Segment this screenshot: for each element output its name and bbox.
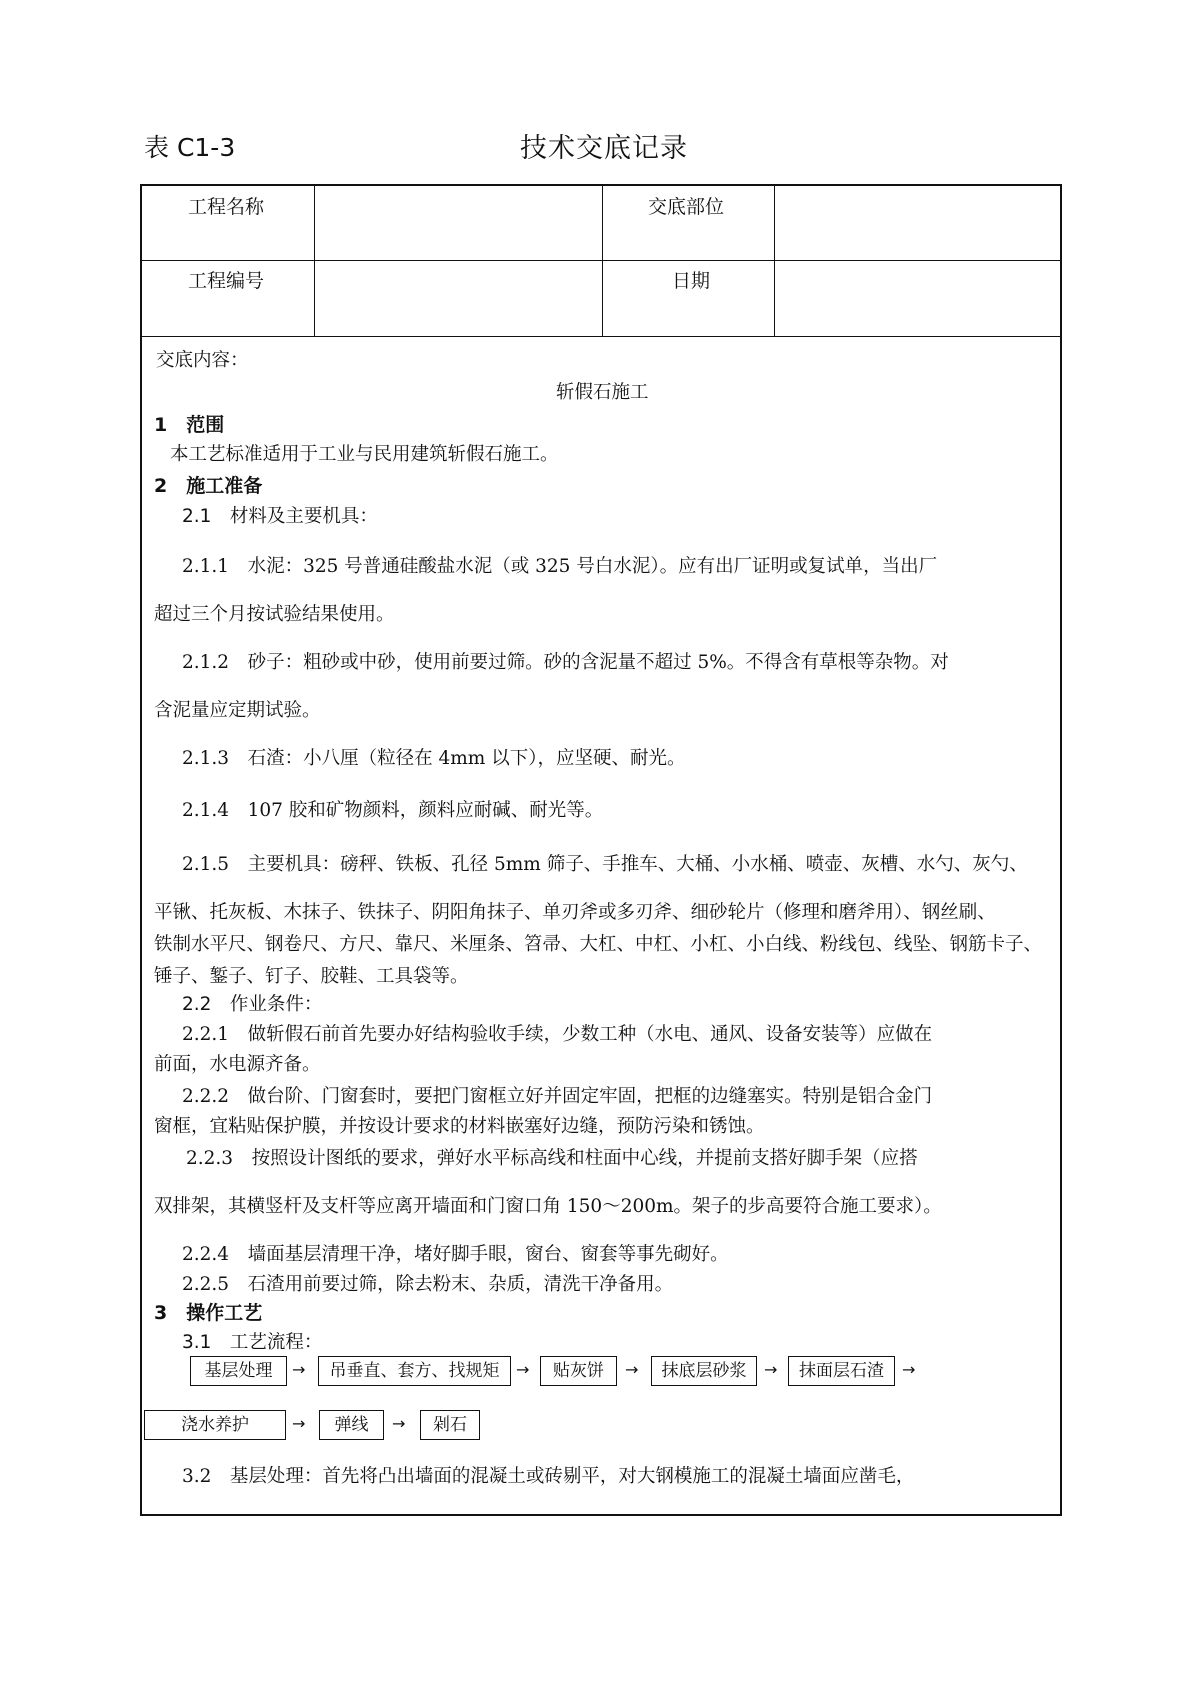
paragraph: 2.2.4 墙面基层清理干净，堵好脚手眼，窗台、窗套等事先砌好。 xyxy=(182,1244,729,1265)
paragraph: 2.1.5 主要机具：磅秤、铁板、孔径 5mm 筛子、手推车、大桶、小水桶、喷壶、灰槽、水勺、灰勺、 xyxy=(182,854,1028,875)
grid-line xyxy=(142,260,1060,261)
flow-step: 弹线 xyxy=(319,1410,384,1440)
paragraph: 3.2 基层处理：首先将凸出墙面的混凝土或砖剔平，对大钢模施工的混凝土墙面应凿毛， xyxy=(182,1466,915,1487)
arrow-icon: → xyxy=(764,1360,778,1379)
paragraph: 前面，水电源齐备。 xyxy=(154,1054,321,1075)
paragraph: 2.2.2 做台阶、门窗套时，要把门窗框立好并固定牢固，把框的边缝塞实。特别是铝合金门 xyxy=(182,1086,933,1107)
flow-step: 贴灰饼 xyxy=(540,1356,617,1386)
project-name-label: 工程名称 xyxy=(188,196,265,218)
flow-step: 剁石 xyxy=(420,1410,480,1440)
grid-line xyxy=(142,336,1060,337)
position-label: 交底部位 xyxy=(648,196,725,218)
paragraph: 平锹、托灰板、木抹子、铁抹子、阴阳角抹子、单刃斧或多刃斧、细砂轮片（修理和磨斧用）、钢丝刷、 xyxy=(154,902,996,923)
paragraph: 铁制水平尺、钢卷尺、方尺、靠尺、米厘条、笤帚、大杠、中杠、小杠、小白线、粉线包、线坠、钢筋卡子、 xyxy=(154,934,1043,955)
section-heading: 3 操作工艺 xyxy=(154,1302,263,1324)
arrow-icon: → xyxy=(516,1360,530,1379)
flow-step: 浇水养护 xyxy=(144,1410,286,1440)
paragraph: 2.2.3 按照设计图纸的要求，弹好水平标高线和柱面中心线，并提前支搭好脚手架（应搭 xyxy=(186,1148,918,1169)
section-heading: 2 施工准备 xyxy=(154,475,263,497)
form-number: 表 C1-3 xyxy=(144,133,236,162)
paragraph: 2.1.1 水泥：325 号普通硅酸盐水泥（或 325 号白水泥）。应有出厂证明或复试单，当出厂 xyxy=(182,556,938,577)
record-table xyxy=(140,184,1062,1516)
flow-step: 基层处理 xyxy=(190,1356,287,1386)
paragraph: 窗框，宜粘贴保护膜，并按设计要求的材料嵌塞好边缝，预防污染和锈蚀。 xyxy=(154,1116,765,1137)
date-label: 日期 xyxy=(672,270,711,292)
paragraph: 2.2.5 石渣用前要过筛，除去粉末、杂质，清洗干净备用。 xyxy=(182,1274,674,1295)
arrow-icon: → xyxy=(292,1414,306,1433)
grid-line xyxy=(314,186,315,336)
subsection-heading: 3.1 工艺流程： xyxy=(182,1332,323,1353)
paragraph: 双排架，其横竖杆及支杆等应离开墙面和门窗口角 150～200m。架子的步高要符合施工要求）。 xyxy=(154,1196,942,1217)
paragraph: 锤子、錾子、钉子、胶鞋、工具袋等。 xyxy=(154,966,469,987)
page-title: 技术交底记录 xyxy=(520,133,688,164)
flow-step: 吊垂直、套方、找规矩 xyxy=(318,1356,511,1386)
arrow-icon: → xyxy=(625,1360,639,1379)
grid-line xyxy=(602,186,603,336)
content-intro: 交底内容： xyxy=(156,350,249,371)
arrow-icon: → xyxy=(392,1414,406,1433)
paragraph: 2.2.1 做斩假石前首先要办好结构验收手续，少数工种（水电、通风、设备安装等）应做在 xyxy=(182,1024,933,1045)
subsection-heading: 2.2 作业条件： xyxy=(182,994,323,1015)
grid-line xyxy=(774,186,775,336)
paragraph: 2.1.3 石渣：小八厘（粒径在 4mm 以下），应坚硬、耐光。 xyxy=(182,748,686,769)
section-heading: 1 范围 xyxy=(154,414,225,436)
flow-step: 抹底层砂浆 xyxy=(651,1356,757,1386)
subsection-heading: 2.1 材料及主要机具： xyxy=(182,506,378,527)
arrow-icon: → xyxy=(902,1360,916,1379)
paragraph: 2.1.2 砂子：粗砂或中砂，使用前要过筛。砂的含泥量不超过 5%。不得含有草根等杂物。对 xyxy=(182,652,949,673)
paragraph: 2.1.4 107 胶和矿物颜料，颜料应耐碱、耐光等。 xyxy=(182,800,604,821)
document-title: 斩假石施工 xyxy=(556,382,649,403)
arrow-icon: → xyxy=(292,1360,306,1379)
flow-step: 抹面层石渣 xyxy=(788,1356,895,1386)
paragraph: 含泥量应定期试验。 xyxy=(154,700,321,721)
project-no-label: 工程编号 xyxy=(188,270,265,292)
paragraph: 超过三个月按试验结果使用。 xyxy=(154,604,395,625)
paragraph: 本工艺标准适用于工业与民用建筑斩假石施工。 xyxy=(170,444,559,465)
